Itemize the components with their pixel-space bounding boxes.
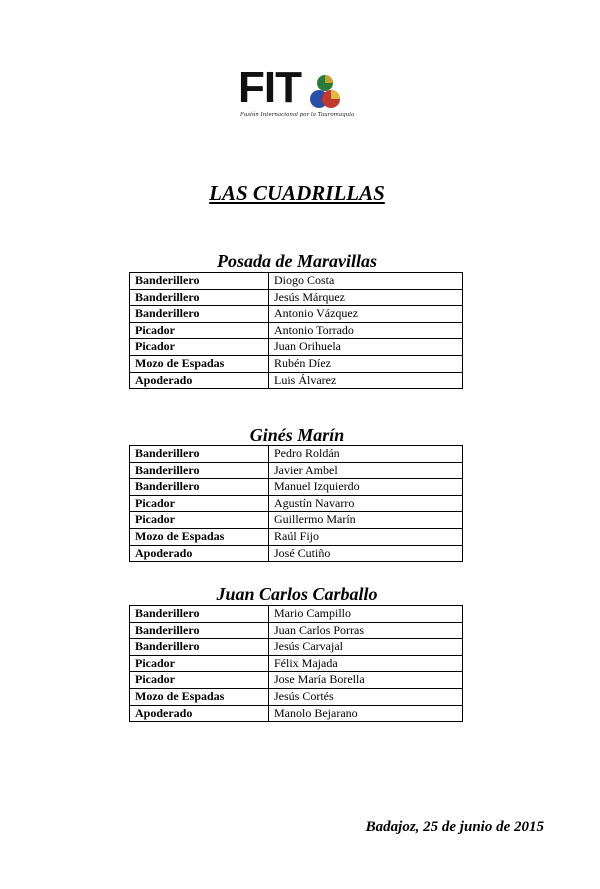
name-cell: Diogo Costa xyxy=(269,273,463,290)
section-title-gines-marin: Ginés Marín xyxy=(249,425,345,445)
table-row xyxy=(130,322,463,339)
table-row xyxy=(130,528,463,545)
name-cell: Antonio Vázquez xyxy=(269,306,463,323)
role-cell: Banderillero xyxy=(130,606,269,623)
name-cell: Javier Ambel xyxy=(269,462,463,479)
role-cell: Banderillero xyxy=(130,289,269,306)
role-cell: Mozo de Espadas xyxy=(130,528,269,545)
role-cell: Banderillero xyxy=(130,462,269,479)
section-title-juan-carlos-carballo: Juan Carlos Carballo xyxy=(216,584,378,604)
name-cell: Rubén Díez xyxy=(269,355,463,372)
role-cell: Picador xyxy=(130,322,269,339)
name-cell: Agustín Navarro xyxy=(269,495,463,512)
name-cell: Mario Campillo xyxy=(269,606,463,623)
role-cell: Banderillero xyxy=(130,273,269,290)
name-cell: Luis Álvarez xyxy=(269,372,463,389)
role-cell: Mozo de Espadas xyxy=(130,688,269,705)
table-row xyxy=(130,479,463,496)
table-row xyxy=(130,705,463,722)
table-row xyxy=(130,462,463,479)
name-cell: Antonio Torrado xyxy=(269,322,463,339)
role-cell: Picador xyxy=(130,672,269,689)
name-cell: Juan Carlos Porras xyxy=(269,622,463,639)
role-cell: Picador xyxy=(130,495,269,512)
name-cell: Jose María Borella xyxy=(269,672,463,689)
table-row xyxy=(130,306,463,323)
table-row xyxy=(130,639,463,656)
role-cell: Apoderado xyxy=(130,705,269,722)
logo-wordmark: FIT xyxy=(238,63,301,112)
crew-table-juan-carlos-carballo xyxy=(129,605,463,722)
table-row xyxy=(130,512,463,529)
role-cell: Apoderado xyxy=(130,545,269,562)
role-cell: Picador xyxy=(130,512,269,529)
role-cell: Apoderado xyxy=(130,372,269,389)
role-cell: Banderillero xyxy=(130,306,269,323)
name-cell: Jesús Cortés xyxy=(269,688,463,705)
logo-emblem-icon xyxy=(310,74,340,110)
role-cell: Mozo de Espadas xyxy=(130,355,269,372)
footer-date: Badajoz, 25 de junio de 2015 xyxy=(365,819,544,835)
name-cell: José Cutiño xyxy=(269,545,463,562)
name-cell: Manolo Bejarano xyxy=(269,705,463,722)
table-row xyxy=(130,339,463,356)
table-row xyxy=(130,622,463,639)
name-cell: Raúl Fijo xyxy=(269,528,463,545)
table-row xyxy=(130,289,463,306)
table-row xyxy=(130,672,463,689)
table-row xyxy=(130,372,463,389)
section-title-posada-de-maravillas: Posada de Maravillas xyxy=(217,251,377,271)
table-row xyxy=(130,273,463,290)
name-cell: Jesús Márquez xyxy=(269,289,463,306)
logo-subtitle: Fusión Internacional por la Tauromaquia xyxy=(240,112,355,118)
role-cell: Banderillero xyxy=(130,639,269,656)
role-cell: Banderillero xyxy=(130,446,269,463)
name-cell: Pedro Roldán xyxy=(269,446,463,463)
crew-table-posada-de-maravillas xyxy=(129,272,463,389)
name-cell: Jesús Carvajal xyxy=(269,639,463,656)
name-cell: Félix Majada xyxy=(269,655,463,672)
table-row xyxy=(130,495,463,512)
table-row xyxy=(130,446,463,463)
table-row xyxy=(130,545,463,562)
role-cell: Picador xyxy=(130,655,269,672)
table-row xyxy=(130,355,463,372)
fit-logo xyxy=(238,63,355,124)
role-cell: Banderillero xyxy=(130,622,269,639)
crew-table-gines-marin xyxy=(129,445,463,562)
page-title: LAS CUADRILLAS xyxy=(209,181,385,205)
role-cell: Picador xyxy=(130,339,269,356)
name-cell: Guillermo Marín xyxy=(269,512,463,529)
name-cell: Juan Orihuela xyxy=(269,339,463,356)
table-row xyxy=(130,655,463,672)
role-cell: Banderillero xyxy=(130,479,269,496)
table-row xyxy=(130,688,463,705)
table-row xyxy=(130,606,463,623)
name-cell: Manuel Izquierdo xyxy=(269,479,463,496)
